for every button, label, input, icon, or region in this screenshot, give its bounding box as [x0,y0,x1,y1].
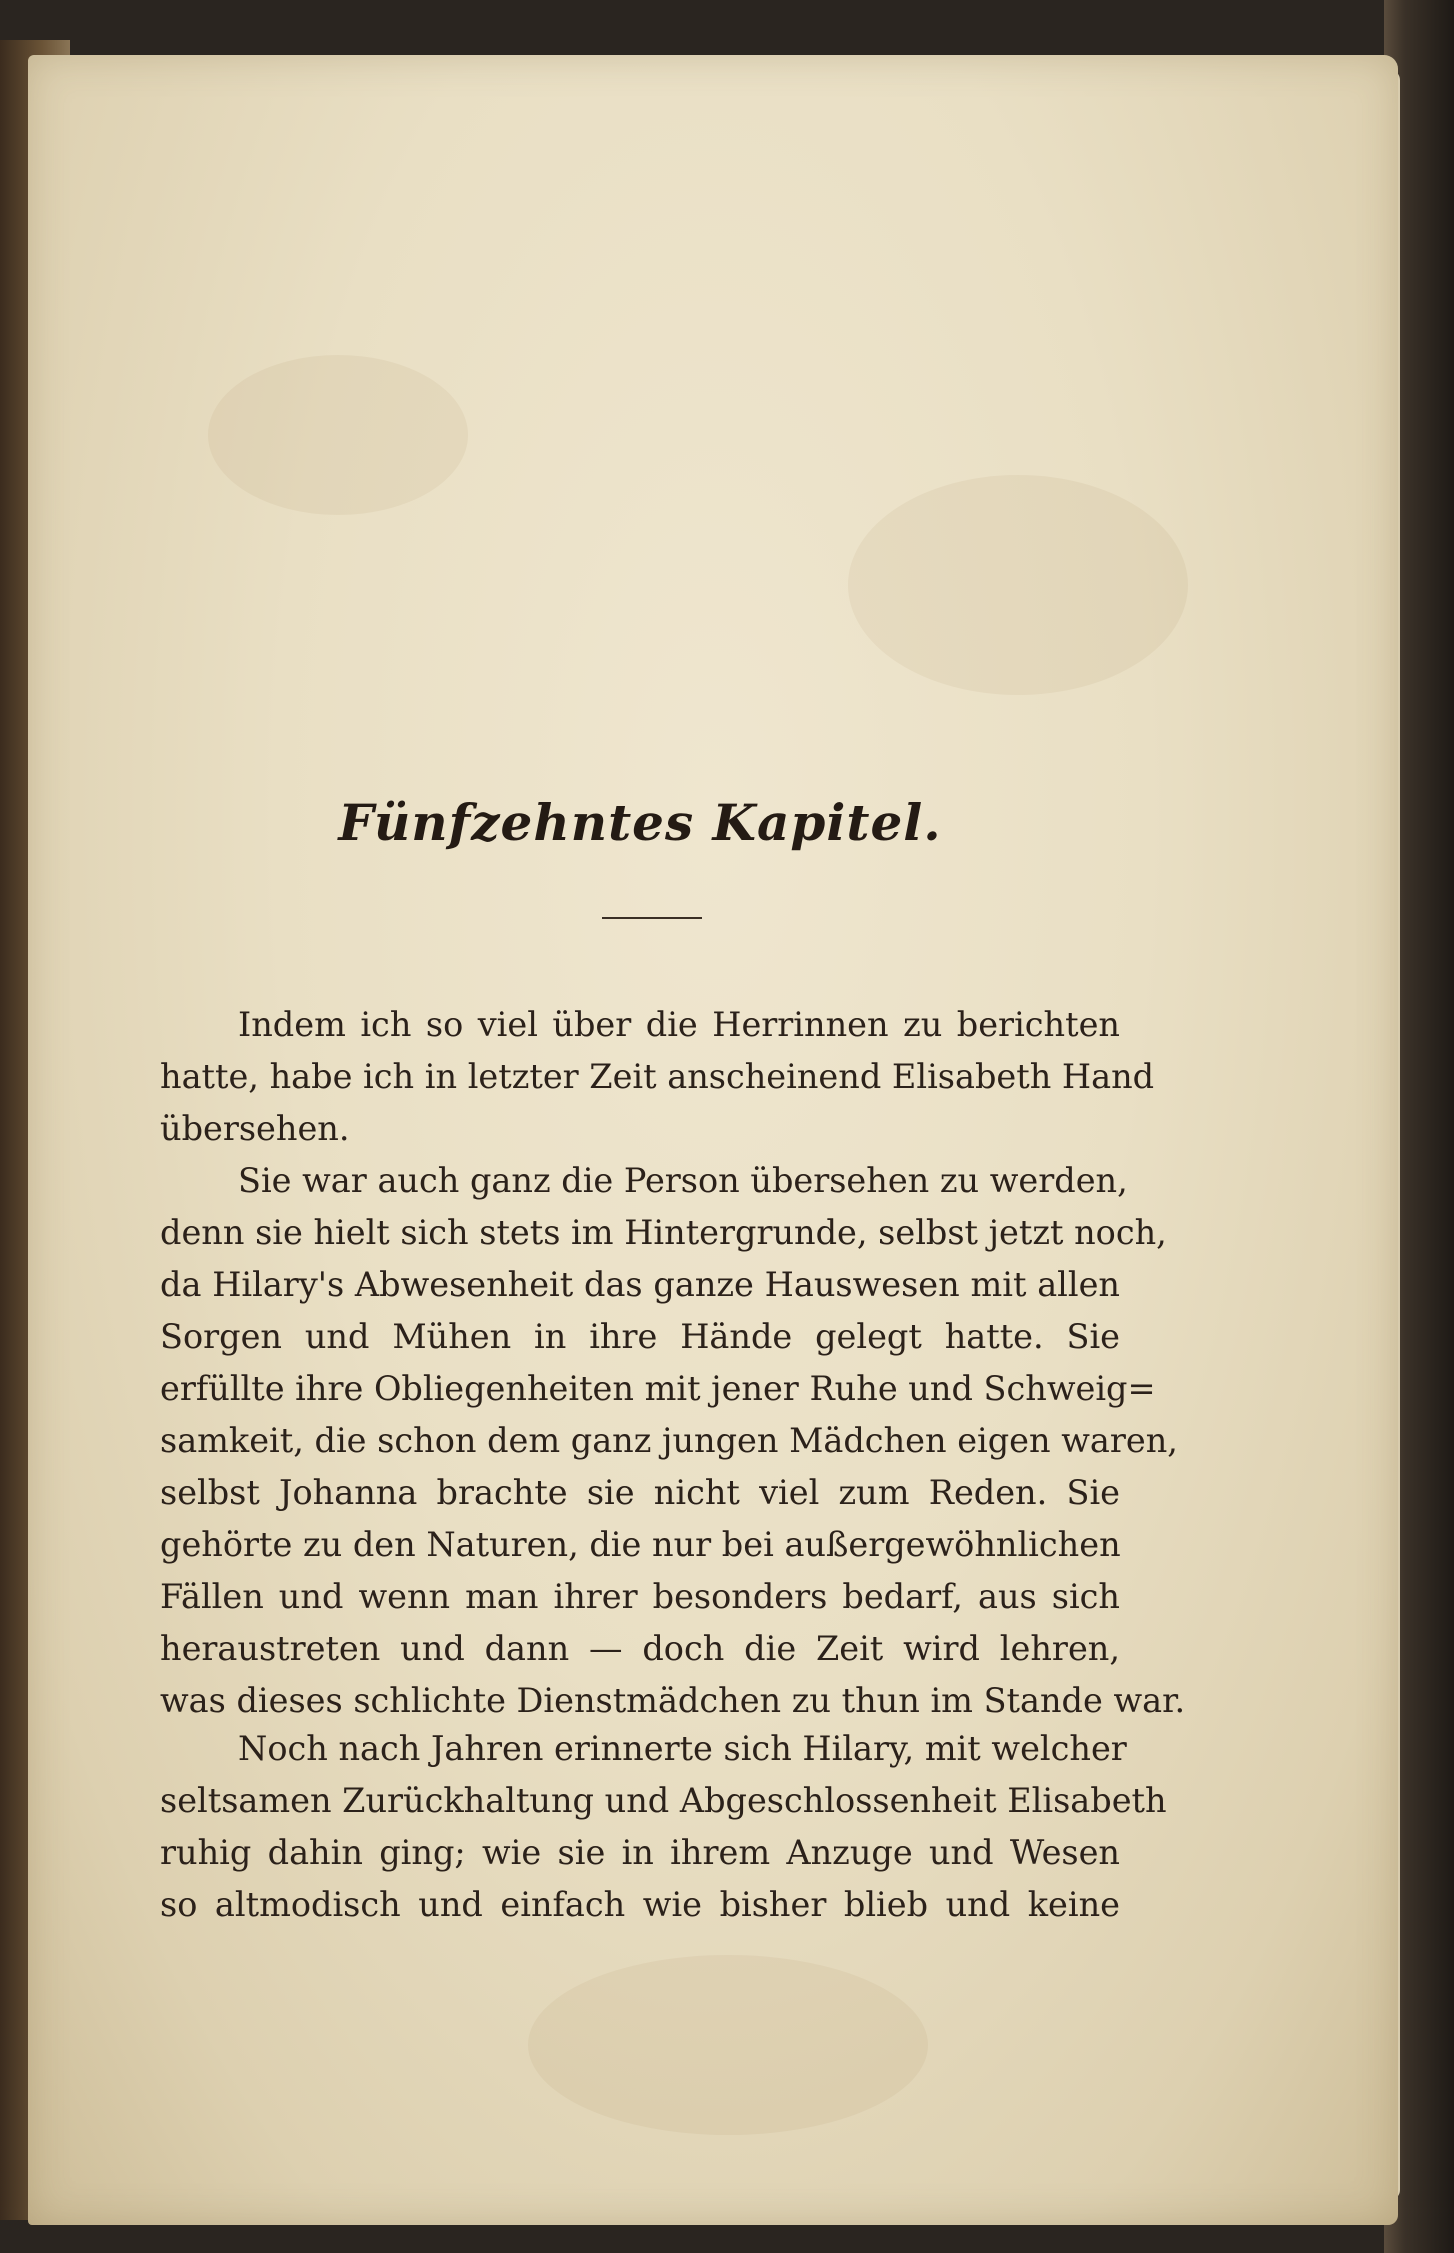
text-line: Noch nach Jahren erinnerte sich Hilary, mit welcher [238,1729,1127,1768]
text-line: ruhig dahin ging; wie sie in ihrem Anzuge und Wesen [160,1833,1120,1872]
paper-stain [848,475,1188,695]
title-rule [602,917,702,919]
text-line: was dieses schlichte Dienstmädchen zu thun im Stande war. [160,1681,1186,1720]
text-line: samkeit, die schon dem ganz jungen Mädchen eigen waren, [160,1421,1178,1460]
text-line: Sorgen und Mühen in ihre Hände gelegt hatte. Sie [160,1317,1120,1356]
text-line: Indem ich so viel über die Herrinnen zu berichten [238,1005,1120,1044]
text-line: denn sie hielt sich stets im Hintergrunde, selbst jetzt noch, [160,1213,1167,1252]
paper-stain [528,1955,928,2135]
text-line: erfüllte ihre Obliegenheiten mit jener Ruhe und Schweig= [160,1369,1156,1408]
text-line: da Hilary's Abwesenheit das ganze Hauswesen mit allen [160,1265,1120,1304]
text-line: hatte, habe ich in letzter Zeit anscheinend Elisabeth Hand [160,1057,1155,1096]
page [28,55,1398,2225]
text-line: heraustreten und dann — doch die Zeit wird lehren, [160,1629,1120,1668]
text-line: selbst Johanna brachte sie nicht viel zum Reden. Sie [160,1473,1120,1512]
text-line: so altmodisch und einfach wie bisher blieb und keine [160,1885,1120,1924]
text-line: Fällen und wenn man ihrer besonders bedarf, aus sich [160,1577,1120,1616]
paragraph-3 [160,1723,1167,1931]
text-line: gehörte zu den Naturen, die nur bei außergewöhnlichen [160,1525,1121,1564]
text-line: seltsamen Zurückhaltung und Abgeschlossenheit Elisabeth [160,1781,1167,1820]
text-line: übersehen. [160,1109,350,1148]
text-line: Sie war auch ganz die Person übersehen zu werden, [238,1161,1128,1200]
chapter-title: Fünfzehntes Kapitel. [338,793,942,852]
paragraph-1 [160,999,1155,1155]
paragraph-2 [160,1155,1186,1727]
paper-stain [208,355,468,515]
